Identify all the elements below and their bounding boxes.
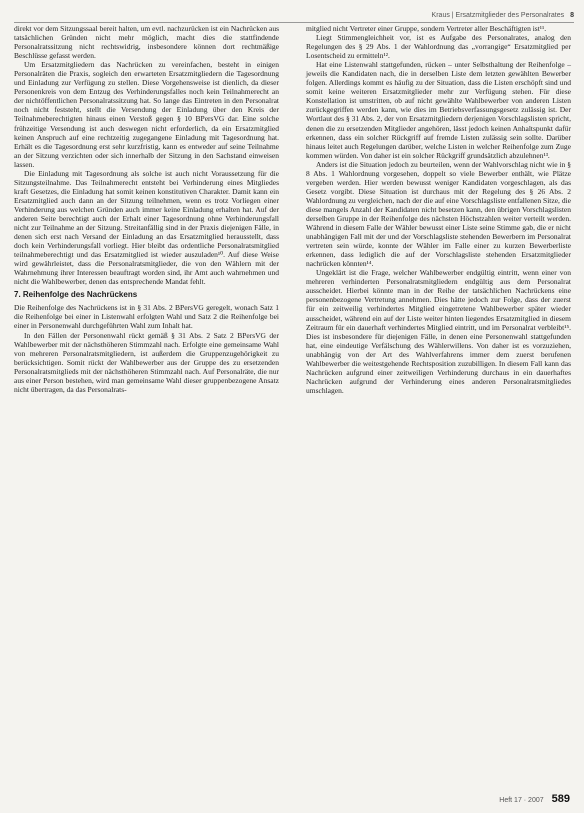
running-title: Kraus | Ersatzmitglieder des Personalrates — [431, 11, 565, 19]
paragraph: direkt vor dem Sitzungssaal bereit halten, um evtl. nachzurücken ist ein Nachrücken aus tatsächlichen Gründen nicht mehr möglich, macht dies die stattfindende Personalratssitzung nicht rechtswidrig, insbesondere können dort rechtmäßige Beschlüsse gefasst werden. — [14, 24, 279, 61]
paragraph: Ungeklärt ist die Frage, welcher Wahlbewerber endgültig eintritt, wenn einer von mehreren verhinderten Personalratsmitgliedern endgültig aus dem Personalrat ausscheidet. Hierbei könnte man in der Reihe der tatsächlichen Nachrückens eine personenbezogene Vertretung annehmen. Dies hätte jedoch zur Folge, dass der zuerst für ein zeitweilig verhindertes Mitglied eingetretene Wahlbewerber später wieder ausscheidet, während ein auf der Liste weiter hinten liegendes Ersatzmitglied in diesem Zeitraum für ein dauerhaft verhindertes Mitglied eintritt, und im Personalrat verbleibt¹⁵. Dies ist insbesondere für diejenigen Fälle, in denen eine Personenwahl stattgefunden hat, eine eindeutige Verfälschung des Wählerwillens. Von daher ist es vorzuziehen, unabhängig von der Art des Wahlverfahrens immer dem zuerst berufenen Wahlbewerber die weitestgehende Rechtsposition zuzubilligen. In diesem Fall kann das Nachrücken aufgrund einer zeitweiligen Verhinderung durchaus in ein dauerhaftes Nachrücken aufgrund der Verhinderung eines anderen Personalratsmitgliedes umschlagen. — [306, 268, 571, 395]
issue-label: Heft 17 · 2007 — [499, 797, 544, 804]
page-number: 589 — [551, 793, 570, 805]
paragraph: Hat eine Listenwahl stattgefunden, rücken – unter Selbsthaltung der Reihenfolge – jeweils die Kandidaten nach, die in derselben Liste dem letzten gewählten Bewerber folgen. Allerdings kommt es häufig zu der Situation, dass die Listen erschöpft sind und somit keine weiteren Ersatzmitglieder mehr zur Verfügung stehen. Für diese Konstellation ist umstritten, ob auf nicht gewählte Wahlbewerber von anderen Listen zurückgegriffen werden kann, wie dies im Betriebsverfassungsgesetz zulässig ist. Der Wortlaut des § 31 Abs. 2, der von Ersatzmitgliedern derjenigen Vorschlagslisten spricht, denen die zu ersetzenden Mitglieder angehören, lässt jedoch keinen Anhaltspunkt dafür erkennen, dass ein solcher Rückgriff auf fremde Listen zulässig sein sollte. Darüber hinaus leitet auch Regelungen darüber, welche Listen in welcher Reihenfolge zum Zuge kommen würden. Von daher ist ein solcher Rückgriff grundsätzlich abzulehnen¹³. — [306, 60, 571, 160]
paragraph: In den Fällen der Personenwahl rückt gemäß § 31 Abs. 2 Satz 2 BPersVG der Wahlbewerber mit der nächsthöheren Stimmzahl nach. Erfolgte eine gemeinsame Wahl von mehreren Personalratsmitgliedern, ist außerdem die Gruppenzugehörigkeit zu berücksichtigen. Somit rückt der Wahlbewerber aus der Gruppe des zu ersetzenden Personalratsmitglieds mit der nächsthöheren Stimmzahl nach. Auf Personalräte, die nur aus einer Person bestehen, wird man gemeinsame Wahl dieser gruppenbezogene Ansatz nicht übertragen, da das Personalrats- — [14, 330, 279, 394]
left-column — [14, 24, 279, 394]
paragraph: Anders ist die Situation jedoch zu beurteilen, wenn der Wahlvorschlag nicht wie in § 8 Abs. 1 Wahlordnung vorgesehen, doppelt so viele Bewerber enthält, wie Plätze vergeben werden. Hier werden bewusst weniger Kandidaten vorgeschlagen, als das Gesetz vorgibt. Diese Situation ist durchaus mit der Regelung des § 26 Abs. 2 Wahlordnung zu vergleichen, nach der die auf eine Vorschlagsliste entfallenen Sitze, die diese mangels Anzahl der Kandidaten nicht besetzen kann, den übrigen Vorschlagslisten derselben Gruppe in der Reihenfolge des nächsten Höchstzahlen weiter verteilt werden. Während in diesem Falle der Wähler bewusst einer Liste seine Stimme gab, die er nicht unabhängigen Fall mit der und der Vorschlagsliste stehenden Bewerbern im Personalrat vertreten sein würde, konnte der Wähler im Falle einer zu kurzen Bewerberliste erkennen, dass lediglich die auf der Vorschlagsliste stehenden Ersatzmitglieder nachrücken könnten¹⁴. — [306, 159, 571, 269]
right-column — [306, 24, 571, 395]
paragraph: Die Reihenfolge des Nachrückens ist in § 31 Abs. 2 BPersVG geregelt, wonach Satz 1 die Reihenfolge bei einer in Listenwahl erfolgten Wahl und Satz 2 die Reihenfolge bei einer in Personenwahl durchgeführten Wahl zum Inhalt hat. — [14, 303, 279, 331]
header-page-marker: 8 — [570, 11, 574, 19]
header-rule — [14, 22, 574, 23]
paragraph: Liegt Stimmengleichheit vor, ist es Aufgabe des Personalrates, analog den Regelungen des § 29 Abs. 1 der Wahlordnung das „vorrangige“ Ersatzmitglied per Losentscheid zu ermitteln¹². — [306, 33, 571, 61]
paragraph: Die Einladung mit Tagesordnung als solche ist auch nicht Voraussetzung für die Sitzungsteilnahme. Das Teilnahmerecht entsteht bei Verhinderung eines Mitgliedes kraft Gesetzes, die Einladung hat somit keinen konstitutiven Charakter. Damit kann ein Ersatzmitglied auch dann an der Sitzung teilnehmen, wenn es trotz Vorliegen einer Verhinderung aus welchen Gründen auch immer keine Einladung erhalten hat. Auf der anderen Seite berechtigt auch der Erhalt einer Tagesordnung ohne Verhinderungsfall nicht zur Teilnahme an der Sitzung. Streitanfällig sind in der Praxis diejenigen Fälle, in denen sich erst nach Versand der Einladung an das Ersatzmitglied herausstellt, dass doch kein Verhinderungsfall vorliegt. Hier bleibt das ordentliche Personalratsmitglied teilnahmeberechtigt und das Ersatzmitglied ist wieder auszuladen¹⁰. Auf diese Weise wird gewährleistet, dass die Personalratsmitglieder, die von den Wählern mit der Wahrnehmung ihrer Interessen beauftragt worden sind, ihr Amt auch wahrnehmen und nicht die Wahlbewerber, denen das entsprechende Mandat fehlt. — [14, 168, 279, 287]
paragraph: Um Ersatzmitgliedern das Nachrücken zu vereinfachen, besteht in einigen Personalräten die Praxis, sogleich den erwarteten Ersatzmitgliedern die Tagesordnung und Einladung zur Verfügung zu stellen. Diese Vorgehensweise ist dienlich, da dieser Personenkreis von dem Entzug des Verhinderungsfalles noch kein Teilnahmerecht an der nichtöffentlichen Personalratssitzung hat. So lange das Eintreten in den Personalrat noch nicht feststeht, stellt die Versendung der Einladung über den Kreis der Teilnahmeberechtigten hinaus einen Verstoß gegen § 10 BPersVG dar. Eine solche frühzeitige Versendung ist auch deswegen nicht erforderlich, da ein Ersatzmitglied keinen Anspruch auf eine rechtzeitig zugegangene Einladung mit Tagesordnung hat. Erhält es die Tagesordnung erst sehr kurzfristig, kann es entweder auf seine Teilnahme an der Sitzung verzichten oder sich innerhalb der Sitzung in den Sachstand einweisen lassen. — [14, 60, 279, 169]
running-header — [14, 8, 574, 22]
page-footer — [499, 793, 570, 805]
section-heading: 7. Reihenfolge des Nachrückens — [14, 290, 138, 300]
paragraph: mitglied nicht Vertreter einer Gruppe, sondern Vertreter aller Beschäftigten ist¹¹. — [306, 24, 547, 33]
